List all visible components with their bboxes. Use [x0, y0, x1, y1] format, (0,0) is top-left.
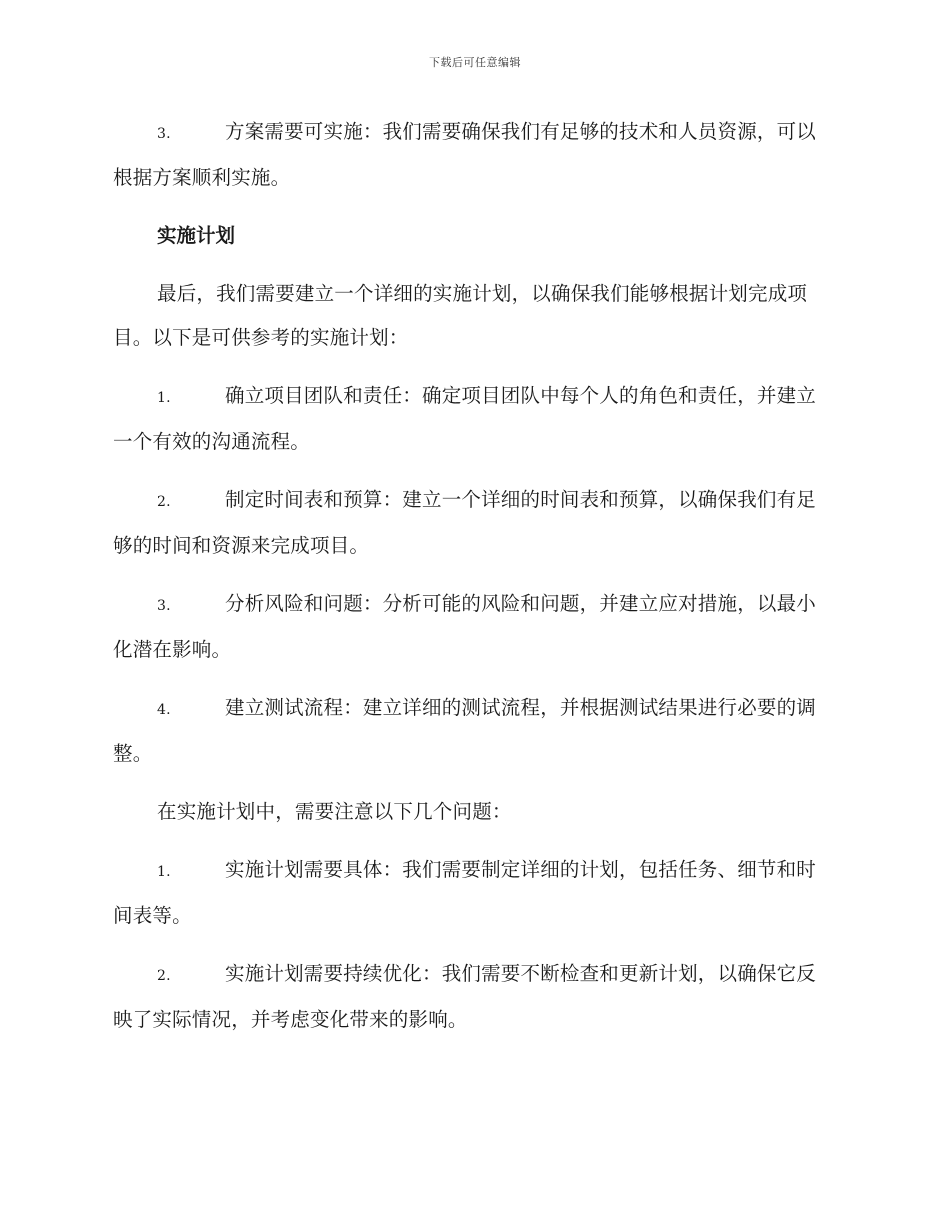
- list-item: [113, 582, 835, 672]
- document-body: [113, 110, 835, 1056]
- list-item: [113, 374, 835, 464]
- list-item: [113, 848, 835, 938]
- list-item: [113, 478, 835, 568]
- list-item: [113, 952, 835, 1042]
- page-header: 下载后可任意编辑: [429, 56, 521, 69]
- list-item-text: 方案需要可实施：我们需要确保我们有足够的技术和人员资源，可以根据方案顺利实施。: [113, 120, 817, 189]
- list-number: 3.: [157, 598, 171, 614]
- list-number: 2.: [157, 968, 171, 984]
- list-number: 4.: [157, 702, 171, 718]
- list-item-text: 制定时间表和预算：建立一个详细的时间表和预算，以确保我们有足够的时间和资源来完成项目。: [113, 488, 817, 557]
- list-item-text: 建立测试流程：建立详细的测试流程，并根据测试结果进行必要的调整。: [113, 696, 817, 765]
- list-item: [113, 110, 835, 200]
- list-item: [113, 686, 835, 776]
- list-item-text: 分析风险和问题：分析可能的风险和问题，并建立应对措施，以最小化潜在影响。: [113, 592, 817, 661]
- section-heading: 实施计划: [157, 224, 236, 247]
- list-number: 1.: [157, 390, 171, 406]
- list-number: 1.: [157, 864, 171, 880]
- list-number: 3.: [157, 126, 171, 142]
- list-item-text: 确立项目团队和责任：确定项目团队中每个人的角色和责任，并建立一个有效的沟通流程。: [113, 384, 817, 453]
- paragraph: 最后，我们需要建立一个详细的实施计划，以确保我们能够根据计划完成项目。以下是可供参考的实施计划：: [113, 282, 808, 349]
- list-item-text: 实施计划需要持续优化：我们需要不断检查和更新计划，以确保它反映了实际情况，并考虑变化带来的影响。: [113, 962, 817, 1031]
- list-item-text: 实施计划需要具体：我们需要制定详细的计划，包括任务、细节和时间表等。: [113, 858, 817, 927]
- paragraph: 在实施计划中，需要注意以下几个问题：: [157, 800, 512, 823]
- list-number: 2.: [157, 494, 171, 510]
